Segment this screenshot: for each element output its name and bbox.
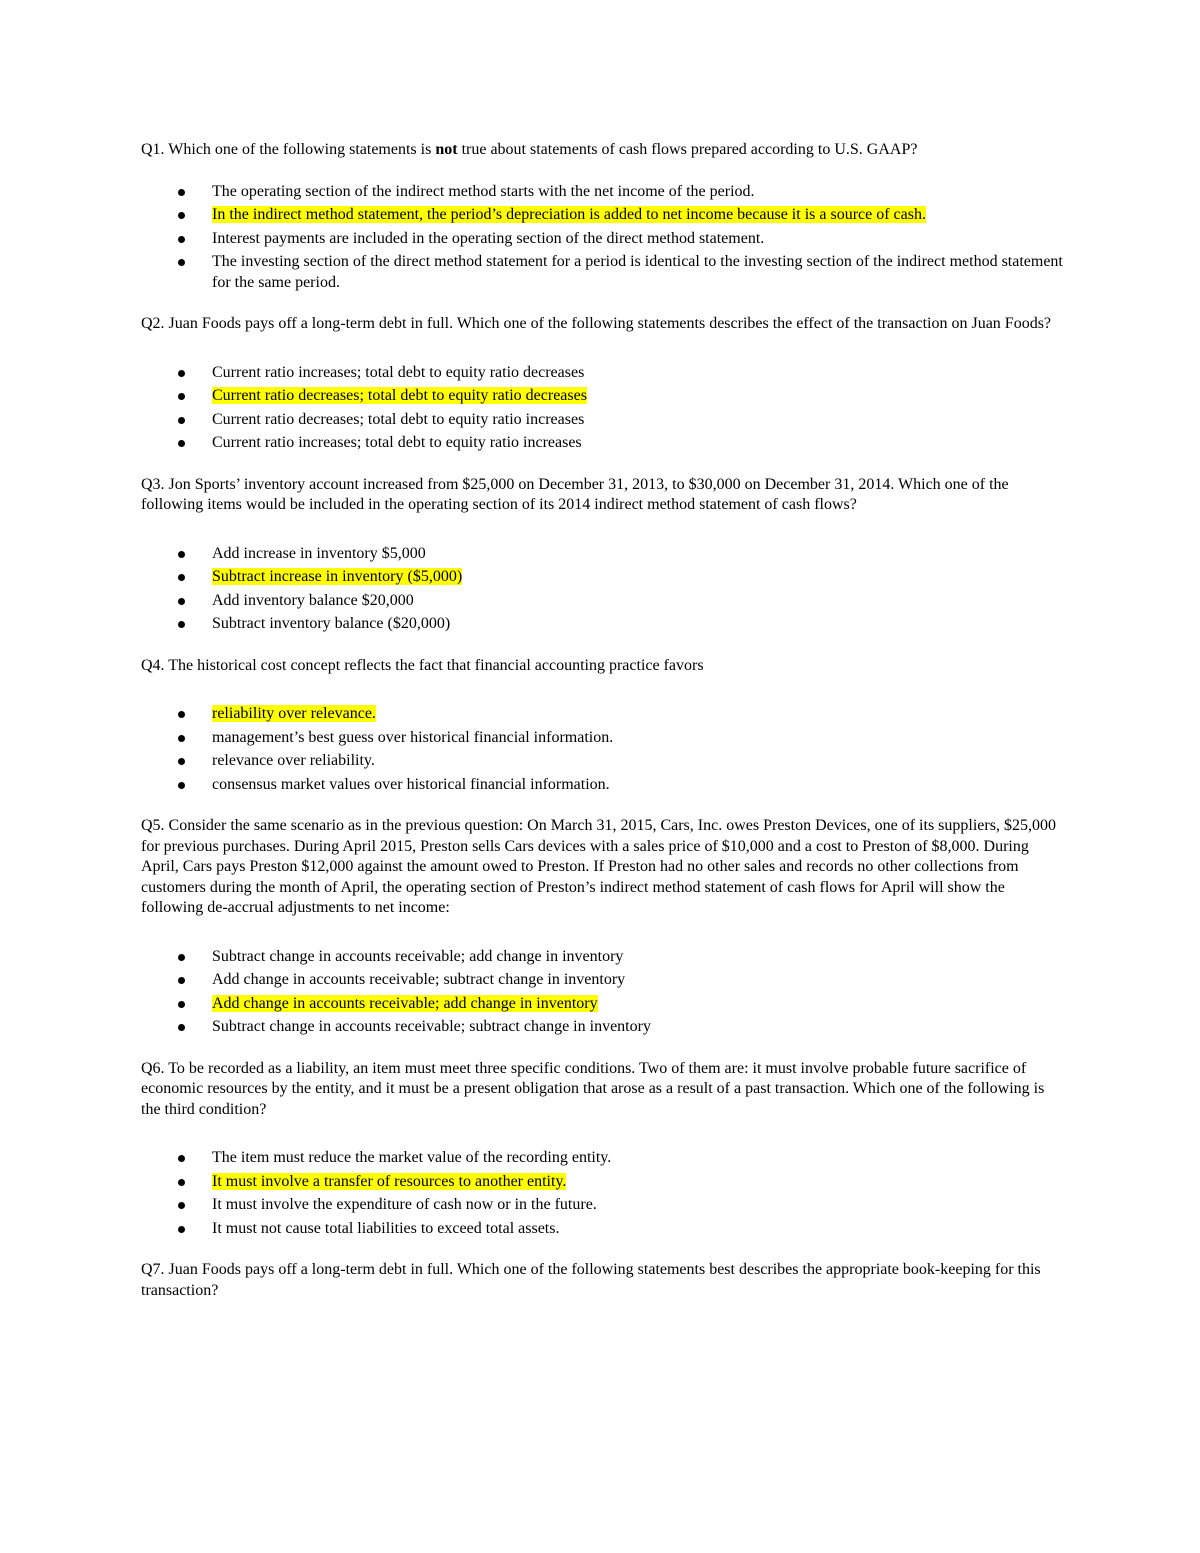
list-item-highlighted: In the indirect method statement, the period’s depreciation is added to net income because it is a source of cash. (141, 205, 1066, 226)
option-list (141, 704, 1066, 795)
list-item: Current ratio increases; total debt to equity ratio increases (141, 433, 1066, 454)
bullet-icon (178, 259, 185, 266)
bullet-icon (178, 1226, 185, 1233)
list-item: It must not cause total liabilities to exceed total assets. (141, 1219, 1066, 1240)
question-text: Q4. The historical cost concept reflects the fact that financial accounting practice favors (141, 656, 704, 674)
bullet-icon (178, 189, 185, 196)
question-6 (141, 1059, 1066, 1240)
bullet-icon (178, 977, 185, 984)
list-item: Subtract change in accounts receivable; subtract change in inventory (141, 1017, 1066, 1038)
emphasis-not: not (435, 141, 458, 158)
bullet-icon (178, 417, 185, 424)
list-item: Current ratio decreases; total debt to equity ratio increases (141, 410, 1066, 431)
bullet-icon (178, 393, 185, 400)
bullet-icon (178, 1202, 185, 1209)
list-item-highlighted: Subtract increase in inventory ($5,000) (141, 567, 1066, 588)
list-item: consensus market values over historical financial information. (141, 775, 1066, 796)
question-4 (141, 656, 1066, 796)
option-list (141, 947, 1066, 1038)
bullet-icon (178, 212, 185, 219)
option-list (141, 544, 1066, 635)
list-item: relevance over reliability. (141, 751, 1066, 772)
list-item-highlighted: It must involve a transfer of resources to another entity. (141, 1172, 1066, 1193)
option-list (141, 363, 1066, 454)
bullet-icon (178, 1024, 185, 1031)
list-item: Subtract inventory balance ($20,000) (141, 614, 1066, 635)
bullet-icon (178, 236, 185, 243)
bullet-icon (178, 574, 185, 581)
list-item: The operating section of the indirect method starts with the net income of the period. (141, 182, 1066, 203)
question-text: Q5. Consider the same scenario as in the previous question: On March 31, 2015, Cars, Inc. owes Preston Devices, one of its suppliers, $25,000 for previous purchases. During April 2015, Preston sells Cars devices with a sales price of $10,000 and a cost to Preston of $8,000. During April, Cars pays Preston $12,000 against the amount owed to Preston. If Preston had no other sales and records no other collections from customers during the month of April, the operating section of Preston’s indirect method statement of cash flows for April will show the following de-accrual adjustments to net income: (141, 817, 1056, 916)
list-item-highlighted: Current ratio decreases; total debt to equity ratio decreases (141, 386, 1066, 407)
bullet-icon (178, 440, 185, 447)
bullet-icon (178, 598, 185, 605)
question-text: Q6. To be recorded as a liability, an item must meet three specific conditions. Two of them are: it must involve probable future sacrifice of economic resources by the entity, and it must be a present obligation that arose as a result of a past transaction. Which one of the following is the third condition? (141, 1059, 1045, 1118)
question-5 (141, 816, 1066, 1038)
bullet-icon (178, 551, 185, 558)
bullet-icon (178, 782, 185, 789)
list-item-highlighted: Add change in accounts receivable; add change in inventory (141, 994, 1066, 1015)
question-1 (141, 140, 1066, 293)
question-3 (141, 475, 1066, 635)
bullet-icon (178, 1179, 185, 1186)
bullet-icon (178, 711, 185, 718)
option-list (141, 182, 1066, 294)
question-text: Q7. Juan Foods pays off a long-term debt in full. Which one of the following statements best describes the appropriate book-keeping for this transaction? (141, 1261, 1041, 1299)
question-text: Q2. Juan Foods pays off a long-term debt in full. Which one of the following statements describes the effect of the transaction on Juan Foods? (141, 315, 1052, 332)
list-item: It must involve the expenditure of cash now or in the future. (141, 1195, 1066, 1216)
list-item: Add inventory balance $20,000 (141, 591, 1066, 612)
question-text: Q3. Jon Sports’ inventory account increased from $25,000 on December 31, 2013, to $30,000 on December 31, 2014. Which one of the following items would be included in the operating section of its 2014 indirect method statement of cash flows? (141, 475, 1009, 513)
list-item: The item must reduce the market value of the recording entity. (141, 1148, 1066, 1169)
question-2 (141, 314, 1066, 454)
question-7 (141, 1260, 1066, 1301)
option-list (141, 1148, 1066, 1239)
list-item-highlighted: reliability over relevance. (141, 704, 1066, 725)
question-text: Q1. Which one of the following statements is not true about statements of cash flows prepared according to U.S. GAAP? (141, 141, 918, 158)
list-item: Subtract change in accounts receivable; add change in inventory (141, 947, 1066, 968)
bullet-icon (178, 1001, 185, 1008)
list-item: Interest payments are included in the operating section of the direct method statement. (141, 229, 1066, 250)
bullet-icon (178, 758, 185, 765)
list-item: management’s best guess over historical financial information. (141, 728, 1066, 749)
document-page (141, 140, 1066, 1301)
bullet-icon (178, 1155, 185, 1162)
bullet-icon (178, 954, 185, 961)
list-item: The investing section of the direct method statement for a period is identical to the investing section of the indirect method statement for the same period. (141, 252, 1066, 293)
list-item: Add increase in inventory $5,000 (141, 544, 1066, 565)
bullet-icon (178, 621, 185, 628)
list-item: Current ratio increases; total debt to equity ratio decreases (141, 363, 1066, 384)
bullet-icon (178, 735, 185, 742)
bullet-icon (178, 370, 185, 377)
list-item: Add change in accounts receivable; subtract change in inventory (141, 970, 1066, 991)
